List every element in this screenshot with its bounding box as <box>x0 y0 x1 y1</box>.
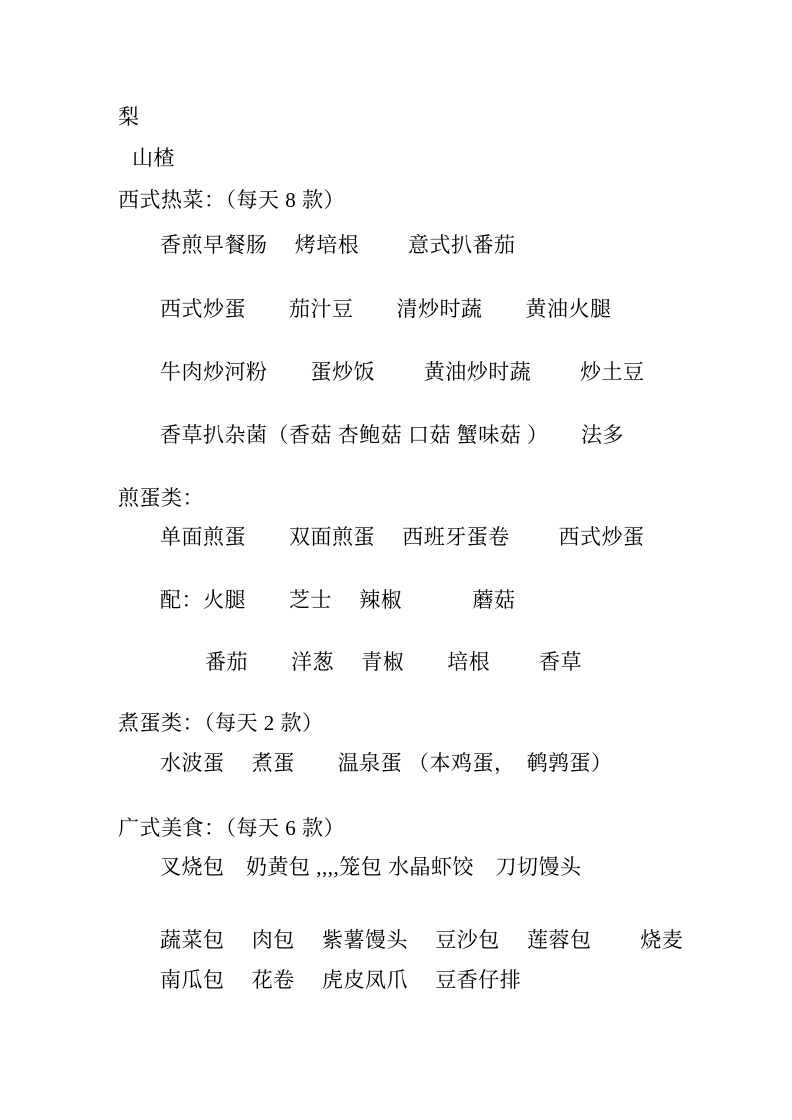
fruit-item-pear: 梨 <box>118 105 140 129</box>
menu-row-toppings-2: 番茄 洋葱 青椒 培根 香草 <box>205 650 582 674</box>
menu-row-western-hot-2: 西式炒蛋 茄汁豆 清炒时蔬 黄油火腿 <box>160 297 612 321</box>
menu-row-fried-eggs: 单面煎蛋 双面煎蛋 西班牙蛋卷 西式炒蛋 <box>160 525 645 549</box>
section-heading-western-hot: 西式热菜：（每天 8 款） <box>118 188 345 212</box>
menu-row-western-hot-4: 香草扒杂菌（香菇 杏鲍菇 口菇 蟹味菇 ） 法多 <box>160 423 624 447</box>
menu-row-western-hot-1: 香煎早餐肠 烤培根 意式扒番茄 <box>160 233 516 257</box>
section-heading-fried-eggs: 煎蛋类： <box>118 486 204 510</box>
menu-row-boiled-eggs: 水波蛋 煮蛋 温泉蛋 （本鸡蛋， 鹌鹑蛋） <box>160 751 613 775</box>
section-heading-boiled-eggs: 煮蛋类：（每天 2 款） <box>118 711 324 735</box>
fruit-item-hawthorn: 山楂 <box>132 146 175 170</box>
section-heading-cantonese: 广式美食：（每天 6 款） <box>118 816 345 840</box>
menu-row-cantonese-3: 南瓜包 花卷 虎皮凤爪 豆香仔排 <box>160 968 522 992</box>
menu-row-cantonese-1: 叉烧包 奶黄包 ,,,,笼包 水晶虾饺 刀切馒头 <box>160 855 582 879</box>
menu-row-western-hot-3: 牛肉炒河粉 蛋炒饭 黄油炒时蔬 炒土豆 <box>160 360 645 384</box>
menu-row-toppings-1: 配：火腿 芝士 辣椒 蘑菇 <box>160 588 516 612</box>
menu-row-cantonese-2: 蔬菜包 肉包 紫薯馒头 豆沙包 莲蓉包 烧麦 <box>160 928 684 952</box>
